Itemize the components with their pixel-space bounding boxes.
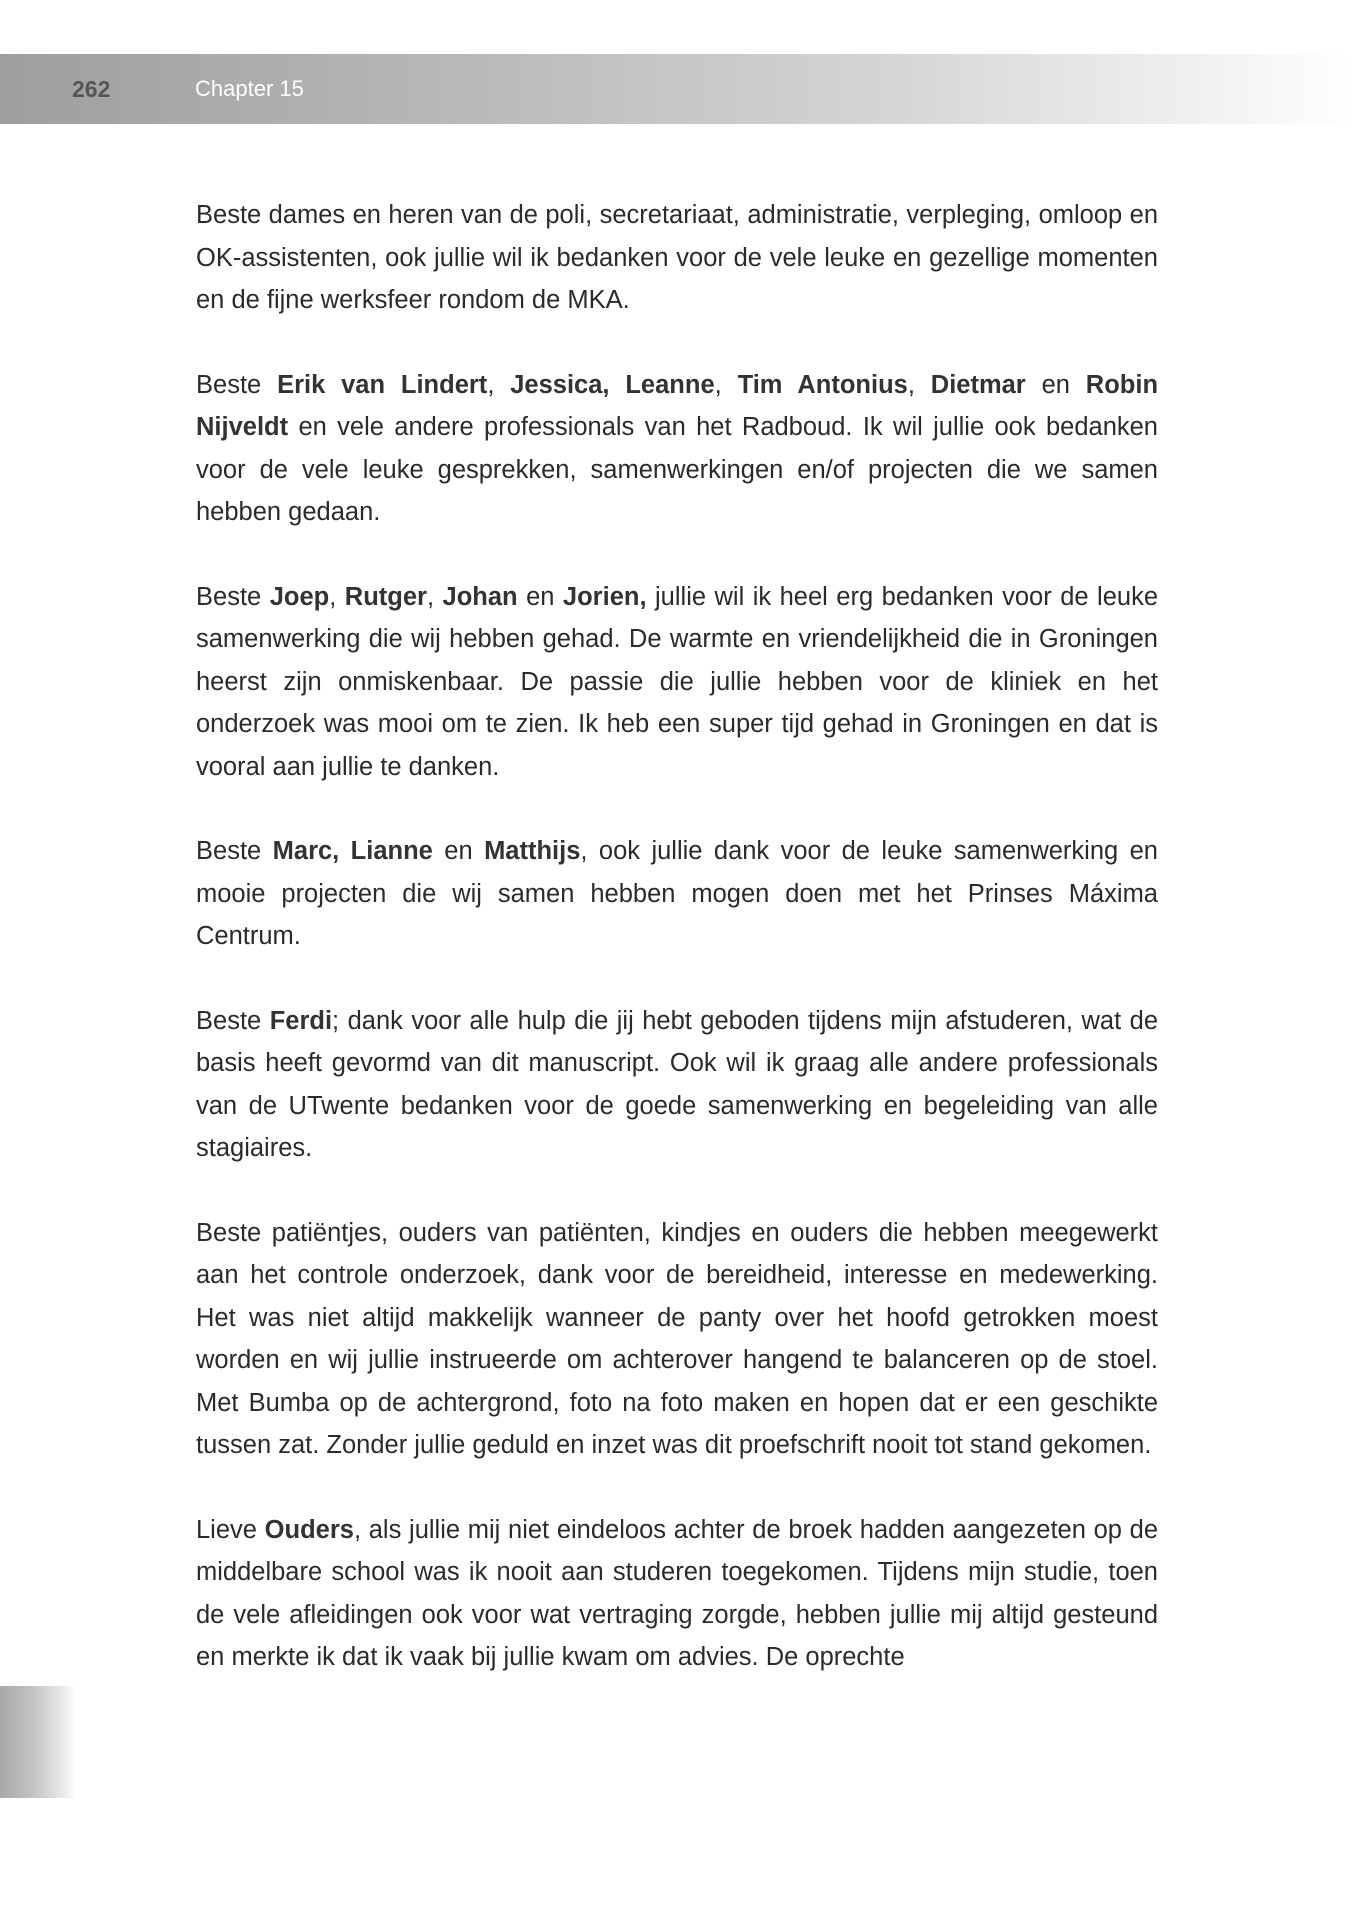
text-run: , [714,370,738,399]
paragraph-text: Beste patiëntjes, ouders van patiënten, kindjes en ouders die hebben meegewerkt aan het controle onderzoek, dank voor de bereidheid, interesse en medewerking. Het was niet altijd makkelijk wanneer de panty over het hoofd getrokken moest worden en wij jullie instrueerde om achterover hangend te balanceren op de stoel. Met Bumba op de achtergrond, foto na foto maken en hopen dat er een geschikte tussen zat. Zonder jullie geduld en inzet was dit proefschrift nooit tot stand gekomen. [196,1218,1158,1459]
paragraph-maxima [196,830,1158,958]
text-run: , [487,370,511,399]
person-name: Ferdi [269,1006,333,1035]
text-run: en [432,837,485,865]
person-name: Marc, Lianne [272,837,433,865]
paragraph-text: Beste dames en heren van de poli, secretariaat, administratie, verpleging, omloop en OK-assistenten, ook jullie wil ik bedanken voor de vele leuke en gezellige momenten en de fijne werksfeer rondom de MKA. [196,201,1158,314]
person-name: Tim Antonius [737,370,908,399]
text-run: Beste [196,582,270,611]
person-name: Matthijs [484,837,581,865]
text-run: , [329,582,345,611]
page-header [0,54,1352,124]
paragraph-radboud [196,364,1158,534]
page-number: 262 [72,76,111,102]
text-run: , [907,370,931,399]
text-run: Beste [196,370,278,399]
text-run: ; dank voor alle hulp die jij hebt geboden tijdens mijn afstuderen, wat de basis heeft gevormd van dit manuscript. Ook wil ik graag alle andere professionals van de UTwente bedanken voor de goede samenwerking en begeleiding van alle stagiaires. [196,1006,1158,1162]
person-name: Dietmar [930,370,1026,399]
person-name: Joep [269,582,330,611]
text-run: Beste [196,1006,270,1035]
text-run: en vele andere professionals van het Radboud. Ik wil jullie ook bedanken voor de vele leuke gesprekken, samenwerkingen en/of projecten die we samen hebben gedaan. [196,413,1158,526]
paragraph-parents [196,1509,1158,1679]
chapter-thumb-tab [0,1686,76,1798]
person-name: Jessica, Leanne [510,370,715,399]
person-name: Rutger [344,582,427,611]
person-name: Ouders [264,1515,354,1544]
text-run: , als jullie mij niet eindeloos achter de broek hadden aangezeten op de middelbare school was ik nooit aan studeren toegekomen. Tijdens mijn studie, toen de vele afleidingen ook voor wat vertraging zorgde, hebben jullie mij altijd gesteund en merkte ik dat ik vaak bij jullie kwam om advies. De oprechte [196,1515,1159,1671]
text-run: jullie wil ik heel erg bedanken voor de leuke samenwerking die wij hebben gehad. De warmte en vriendelijkheid die in Groningen heerst zijn onmiskenbaar. De passie die jullie hebben voor de kliniek en het onderzoek was mooi om te zien. Ik heb een super tijd gehad in Groningen en dat is vooral aan jullie te danken. [196,582,1159,781]
text-run: en [517,582,563,611]
body-text [196,194,1158,1721]
text-run: , ook jullie dank voor de leuke samenwerking en mooie projecten die wij samen hebben mogen doen met het Prinses Máxima Centrum. [196,837,1158,950]
paragraph-patients [196,1212,1158,1467]
person-name: Erik van Lindert [277,370,488,399]
paragraph-utwente [196,1000,1158,1170]
person-name: Robin Nijveldt [196,370,1159,441]
paragraph-groningen [196,576,1158,789]
text-run: , [426,582,443,611]
text-run: Lieve [196,1515,265,1544]
paragraph-staff [196,194,1158,322]
person-name: Jorien, [562,582,647,611]
text-run: en [1025,370,1086,399]
chapter-title: Chapter 15 [195,76,304,101]
person-name: Johan [442,582,518,611]
text-run: Beste [196,837,273,865]
